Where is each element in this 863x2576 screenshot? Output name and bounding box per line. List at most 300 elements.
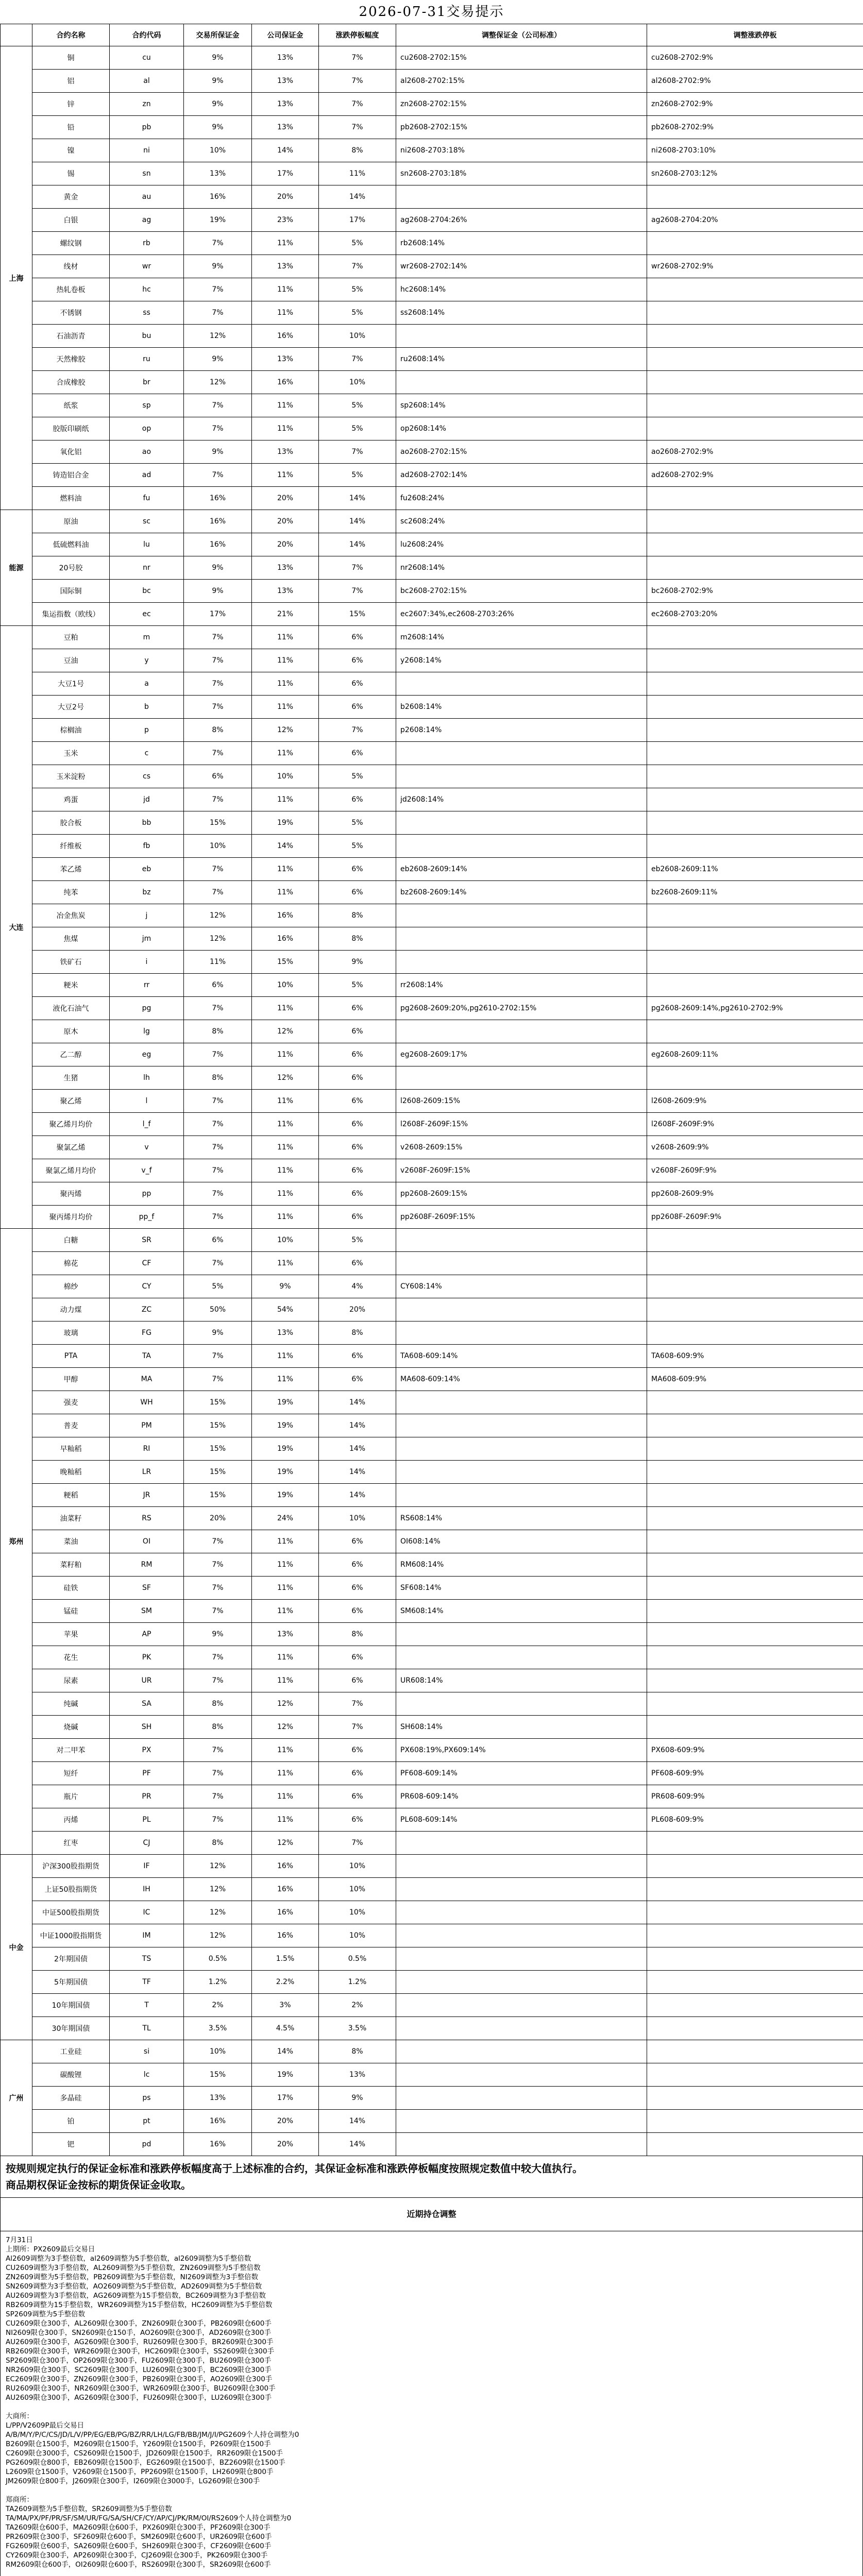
adjusted-limit-cell [647,2087,863,2110]
company-margin-cell: 12% [252,1716,319,1739]
contract-name-cell: 聚氯乙烯月均价 [32,1159,110,1182]
contract-code-cell: ZC [110,1298,184,1321]
adjusted-margin-cell: op2608:14% [396,417,647,440]
adjusted-margin-cell [396,1924,647,1947]
price-limit-cell: 10% [319,1924,396,1947]
adjusted-margin-cell: sp2608:14% [396,394,647,417]
contract-name-cell: 铁矿石 [32,951,110,974]
adjusted-margin-cell: MA608-609:14% [396,1368,647,1391]
adjusted-margin-cell [396,765,647,788]
adjusted-limit-cell [647,1321,863,1345]
table-row [1,1577,863,1600]
company-margin-cell: 19% [252,1437,319,1461]
contract-code-cell: ru [110,348,184,371]
exchange-cell: 中金 [1,1855,32,2040]
exchange-margin-cell: 16% [184,533,252,556]
adjusted-limit-cell: cu2608-2702:9% [647,46,863,70]
table-row [1,1043,863,1066]
company-margin-cell: 11% [252,1762,319,1785]
exchange-margin-cell: 7% [184,1762,252,1785]
contract-code-cell: PX [110,1739,184,1762]
table-row [1,835,863,858]
contract-code-cell: RI [110,1437,184,1461]
contract-name-cell: 液化石油气 [32,997,110,1020]
exchange-margin-cell: 7% [184,1159,252,1182]
company-margin-cell: 13% [252,580,319,603]
contract-name-cell: PTA [32,1345,110,1368]
table-header-row [1,24,863,46]
contract-code-cell: sp [110,394,184,417]
contract-code-cell: TF [110,1971,184,1994]
adjusted-margin-cell: lu2608:24% [396,533,647,556]
price-limit-cell: 6% [319,1182,396,1206]
adjusted-margin-cell: eb2608-2609:14% [396,858,647,881]
exchange-margin-cell: 9% [184,46,252,70]
contract-code-cell: hc [110,278,184,301]
adjusted-limit-cell [647,1484,863,1507]
exchange-margin-cell: 7% [184,1206,252,1229]
adjusted-margin-cell: rr2608:14% [396,974,647,997]
exchange-margin-cell: 7% [184,1577,252,1600]
adjusted-limit-cell [647,835,863,858]
price-limit-cell: 6% [319,858,396,881]
adjusted-margin-cell [396,1461,647,1484]
company-margin-cell: 20% [252,2110,319,2133]
table-row [1,1136,863,1159]
adjusted-limit-cell: v2608-2609:9% [647,1136,863,1159]
table-row [1,2087,863,2110]
adjusted-margin-cell [396,904,647,927]
contract-code-cell: p [110,719,184,742]
adjusted-limit-cell [647,1530,863,1553]
adjusted-margin-cell: v2608F-2609F:15% [396,1159,647,1182]
adjusted-limit-cell [647,533,863,556]
contract-code-cell: al [110,70,184,93]
adjusted-margin-cell [396,811,647,835]
table-row [1,927,863,951]
adjusted-margin-cell [396,1020,647,1043]
company-margin-cell: 10% [252,974,319,997]
contract-code-cell: IC [110,1901,184,1924]
company-margin-cell: 16% [252,1878,319,1901]
price-limit-cell: 14% [319,1484,396,1507]
contract-code-cell: ec [110,603,184,626]
price-limit-cell: 6% [319,1345,396,1368]
adjusted-limit-cell: PF608-609:9% [647,1762,863,1785]
adjusted-limit-cell: wr2608-2702:9% [647,255,863,278]
company-margin-cell: 11% [252,1646,319,1669]
adjusted-margin-cell [396,2017,647,2040]
company-margin-cell: 11% [252,672,319,696]
company-margin-cell: 13% [252,255,319,278]
exchange-margin-cell: 15% [184,1461,252,1484]
company-margin-cell: 11% [252,1043,319,1066]
contract-code-cell: lg [110,1020,184,1043]
table-row [1,742,863,765]
contract-code-cell: op [110,417,184,440]
contract-code-cell: CY [110,1275,184,1298]
contract-code-cell: RS [110,1507,184,1530]
adjusted-margin-cell [396,1947,647,1971]
adjusted-limit-cell [647,1878,863,1901]
company-margin-cell: 15% [252,951,319,974]
table-row [1,255,863,278]
exchange-margin-cell: 8% [184,1832,252,1855]
exchange-margin-cell: 7% [184,649,252,672]
contract-code-cell: ss [110,301,184,325]
exchange-margin-cell: 12% [184,325,252,348]
adjusted-limit-cell [647,626,863,649]
contract-name-cell: 纸浆 [32,394,110,417]
exchange-margin-cell: 7% [184,1553,252,1577]
adjusted-limit-cell: pg2608-2609:14%,pg2610-2702:9% [647,997,863,1020]
adjusted-margin-cell: jd2608:14% [396,788,647,811]
contract-name-cell: 烧碱 [32,1716,110,1739]
company-margin-cell: 20% [252,533,319,556]
price-limit-cell: 14% [319,1461,396,1484]
price-limit-cell: 6% [319,696,396,719]
contract-name-cell: 白糖 [32,1229,110,1252]
contract-code-cell: cu [110,46,184,70]
company-margin-cell: 19% [252,1461,319,1484]
adjusted-margin-cell: SH608:14% [396,1716,647,1739]
contract-code-cell: lc [110,2063,184,2087]
table-row [1,93,863,116]
contract-code-cell: wr [110,255,184,278]
adjusted-margin-cell: fu2608:24% [396,487,647,510]
adjusted-margin-cell [396,2040,647,2063]
adjusted-margin-cell: l2608-2609:15% [396,1090,647,1113]
adjusted-limit-cell [647,417,863,440]
contract-code-cell: bz [110,881,184,904]
company-margin-cell: 11% [252,1182,319,1206]
table-row [1,1947,863,1971]
price-limit-cell: 5% [319,232,396,255]
exchange-margin-cell: 7% [184,301,252,325]
adjusted-margin-cell: b2608:14% [396,696,647,719]
contract-name-cell: 原木 [32,1020,110,1043]
contract-name-cell: 低硫燃料油 [32,533,110,556]
exchange-margin-cell: 10% [184,2040,252,2063]
contract-name-cell: 聚乙烯月均价 [32,1113,110,1136]
contract-name-cell: 纤维板 [32,835,110,858]
contract-code-cell: IF [110,1855,184,1878]
adjusted-limit-cell: PR608-609:9% [647,1785,863,1808]
table-row [1,2040,863,2063]
contract-code-cell: pt [110,2110,184,2133]
company-margin-cell: 13% [252,116,319,139]
adjusted-limit-cell [647,1577,863,1600]
exchange-margin-cell: 10% [184,139,252,162]
adjusted-limit-cell [647,1623,863,1646]
adjusted-limit-cell [647,1855,863,1878]
company-margin-cell: 20% [252,2133,319,2156]
adjusted-margin-cell: pp2608F-2609F:15% [396,1206,647,1229]
adjusted-margin-cell [396,951,647,974]
contract-code-cell: l_f [110,1113,184,1136]
contract-name-cell: 冶金焦炭 [32,904,110,927]
company-margin-cell: 11% [252,1113,319,1136]
table-row [1,1507,863,1530]
contract-code-cell: fu [110,487,184,510]
exchange-margin-cell: 7% [184,1345,252,1368]
adjusted-limit-cell [647,278,863,301]
table-row [1,1321,863,1345]
adjusted-limit-cell [647,1669,863,1692]
table-row [1,1832,863,1855]
exchange-margin-cell: 7% [184,858,252,881]
price-limit-cell: 6% [319,1808,396,1832]
company-margin-cell: 11% [252,1159,319,1182]
table-row [1,1855,863,1878]
company-margin-cell: 4.5% [252,2017,319,2040]
adjusted-limit-cell: sn2608-2703:12% [647,162,863,185]
exchange-margin-cell: 16% [184,487,252,510]
adjusted-limit-cell [647,1461,863,1484]
adjusted-limit-cell [647,487,863,510]
table-row [1,1739,863,1762]
adjusted-margin-cell: cu2608-2702:15% [396,46,647,70]
table-row [1,1159,863,1182]
table-row [1,232,863,255]
adjusted-limit-cell [647,951,863,974]
contract-name-cell: 铸造铝合金 [32,464,110,487]
contract-code-cell: ad [110,464,184,487]
adjusted-margin-cell [396,672,647,696]
price-limit-cell: 8% [319,1321,396,1345]
table-row [1,1391,863,1414]
adjusted-limit-cell [647,1924,863,1947]
price-limit-cell: 7% [319,440,396,464]
exchange-margin-cell: 12% [184,1901,252,1924]
exchange-margin-cell: 10% [184,835,252,858]
contract-code-cell: ps [110,2087,184,2110]
contract-code-cell: PK [110,1646,184,1669]
table-row [1,1669,863,1692]
price-limit-cell: 5% [319,301,396,325]
exchange-margin-cell: 15% [184,2063,252,2087]
price-limit-cell: 5% [319,835,396,858]
company-margin-cell: 11% [252,788,319,811]
table-row [1,1206,863,1229]
adjusted-margin-cell: bz2608-2609:14% [396,881,647,904]
price-limit-cell: 8% [319,2040,396,2063]
company-margin-cell: 11% [252,464,319,487]
company-margin-cell: 12% [252,1692,319,1716]
contract-name-cell: 国际铜 [32,580,110,603]
price-limit-cell: 7% [319,255,396,278]
contract-code-cell: zn [110,93,184,116]
adjusted-margin-cell: PR608-609:14% [396,1785,647,1808]
contract-name-cell: 大豆1号 [32,672,110,696]
exchange-margin-cell: 7% [184,417,252,440]
company-margin-cell: 19% [252,811,319,835]
exchange-margin-cell: 15% [184,1391,252,1414]
company-margin-cell: 11% [252,858,319,881]
table-row [1,162,863,185]
contract-name-cell: 苹果 [32,1623,110,1646]
adjusted-margin-cell: sc2608:24% [396,510,647,533]
adjusted-limit-cell [647,232,863,255]
contract-code-cell: pp_f [110,1206,184,1229]
exchange-margin-cell: 12% [184,1924,252,1947]
adjusted-margin-cell [396,1321,647,1345]
price-limit-cell: 13% [319,2063,396,2087]
adjusted-margin-cell: v2608-2609:15% [396,1136,647,1159]
contract-name-cell: 5年期国债 [32,1971,110,1994]
table-row [1,1275,863,1298]
price-limit-cell: 6% [319,1762,396,1785]
company-margin-cell: 12% [252,719,319,742]
contract-name-cell: 热轧卷板 [32,278,110,301]
adjusted-margin-cell: UR608:14% [396,1669,647,1692]
rules-note [0,2156,863,2197]
company-margin-cell: 16% [252,371,319,394]
company-margin-cell: 11% [252,626,319,649]
table-row [1,696,863,719]
price-limit-cell: 8% [319,1623,396,1646]
contract-name-cell: 沪深300股指期货 [32,1855,110,1878]
contract-code-cell: ni [110,139,184,162]
adjusted-limit-cell [647,1437,863,1461]
price-limit-cell: 6% [319,1066,396,1090]
adjusted-limit-cell [647,371,863,394]
company-margin-cell: 13% [252,70,319,93]
price-limit-cell: 6% [319,1368,396,1391]
contract-code-cell: a [110,672,184,696]
adjusted-limit-cell [647,1252,863,1275]
company-margin-cell: 20% [252,510,319,533]
contract-name-cell: 螺纹钢 [32,232,110,255]
price-limit-cell: 9% [319,951,396,974]
exchange-margin-cell: 13% [184,2087,252,2110]
contract-code-cell: jd [110,788,184,811]
adjusted-margin-cell: pp2608-2609:15% [396,1182,647,1206]
adjusted-margin-cell: ag2608-2704:26% [396,209,647,232]
company-margin-cell: 10% [252,1229,319,1252]
company-margin-cell: 11% [252,1090,319,1113]
contract-name-cell: 胶合板 [32,811,110,835]
contract-name-cell: 花生 [32,1646,110,1669]
contract-name-cell: 对二甲苯 [32,1739,110,1762]
exchange-margin-cell: 7% [184,278,252,301]
adjusted-limit-cell [647,1947,863,1971]
exchange-margin-cell: 50% [184,1298,252,1321]
price-limit-cell: 0.5% [319,1947,396,1971]
contract-code-cell: rr [110,974,184,997]
exchange-margin-cell: 9% [184,580,252,603]
price-limit-cell: 17% [319,209,396,232]
company-margin-cell: 24% [252,1507,319,1530]
table-row [1,1762,863,1785]
table-row [1,603,863,626]
contract-code-cell: v [110,1136,184,1159]
adjusted-limit-cell [647,348,863,371]
adjusted-margin-cell [396,742,647,765]
adjusted-margin-cell: ss2608:14% [396,301,647,325]
exchange-margin-cell: 9% [184,70,252,93]
adjusted-limit-cell: l2608-2609:9% [647,1090,863,1113]
contract-name-cell: 中证500股指期货 [32,1901,110,1924]
contract-name-cell: 10年期国债 [32,1994,110,2017]
contract-name-cell: 玉米淀粉 [32,765,110,788]
company-margin-cell: 11% [252,301,319,325]
contract-code-cell: UR [110,1669,184,1692]
contract-name-cell: 苯乙烯 [32,858,110,881]
adjusted-limit-cell: bc2608-2702:9% [647,580,863,603]
contract-code-cell: i [110,951,184,974]
price-limit-cell: 5% [319,417,396,440]
company-margin-cell: 11% [252,1252,319,1275]
price-limit-cell: 6% [319,672,396,696]
contract-code-cell: pd [110,2133,184,2156]
company-margin-cell: 11% [252,997,319,1020]
adjusted-margin-cell: bc2608-2702:15% [396,580,647,603]
exchange-margin-cell: 12% [184,371,252,394]
table-row [1,1994,863,2017]
adjusted-limit-cell [647,1066,863,1090]
exchange-margin-cell: 7% [184,1090,252,1113]
contract-code-cell: b [110,696,184,719]
adjusted-limit-cell [647,1832,863,1855]
adjusted-margin-cell: ad2608-2702:14% [396,464,647,487]
exchange-margin-cell: 7% [184,1252,252,1275]
rules-note-line-1: 按规则规定执行的保证金标准和涨跌停板幅度高于上述标准的合约，其保证金标准和涨跌停板幅度按照规定数值中较大值执行。 [6,2162,583,2175]
contract-code-cell: bc [110,580,184,603]
company-margin-cell: 16% [252,904,319,927]
adjusted-limit-cell [647,394,863,417]
price-limit-cell: 6% [319,1646,396,1669]
adjusted-margin-cell [396,1437,647,1461]
exchange-margin-cell: 7% [184,1530,252,1553]
adjusted-margin-cell: rb2608:14% [396,232,647,255]
table-row [1,719,863,742]
company-margin-cell: 11% [252,1553,319,1577]
exchange-margin-cell: 15% [184,1437,252,1461]
exchange-margin-cell: 7% [184,1785,252,1808]
contract-name-cell: 30年期国债 [32,2017,110,2040]
exchange-cell: 郑州 [1,1229,32,1855]
contract-code-cell: j [110,904,184,927]
exchange-margin-cell: 8% [184,719,252,742]
contract-name-cell: 集运指数（欧线） [32,603,110,626]
price-limit-cell: 5% [319,811,396,835]
recent-position-section-title: 近期持仓调整 [0,2197,863,2231]
contract-name-cell: 铂 [32,2110,110,2133]
adjusted-limit-cell [647,1994,863,2017]
contract-name-cell: 锡 [32,162,110,185]
price-limit-cell: 9% [319,2087,396,2110]
contract-code-cell: lh [110,1066,184,1090]
adjusted-limit-cell [647,1646,863,1669]
table-row [1,1692,863,1716]
contract-name-cell: 上证50股指期货 [32,1878,110,1901]
contract-name-cell: 碳酸锂 [32,2063,110,2087]
company-margin-cell: 3% [252,1994,319,2017]
exchange-margin-cell: 8% [184,1692,252,1716]
company-margin-cell: 11% [252,1368,319,1391]
contract-code-cell: IM [110,1924,184,1947]
exchange-margin-cell: 11% [184,951,252,974]
contract-name-cell: 瓶片 [32,1785,110,1808]
adjusted-limit-cell [647,696,863,719]
exchange-margin-cell: 16% [184,2133,252,2156]
contract-code-cell: JR [110,1484,184,1507]
company-margin-cell: 13% [252,440,319,464]
company-margin-cell: 2.2% [252,1971,319,1994]
contract-name-cell: 硅铁 [32,1577,110,1600]
adjusted-limit-cell [647,765,863,788]
